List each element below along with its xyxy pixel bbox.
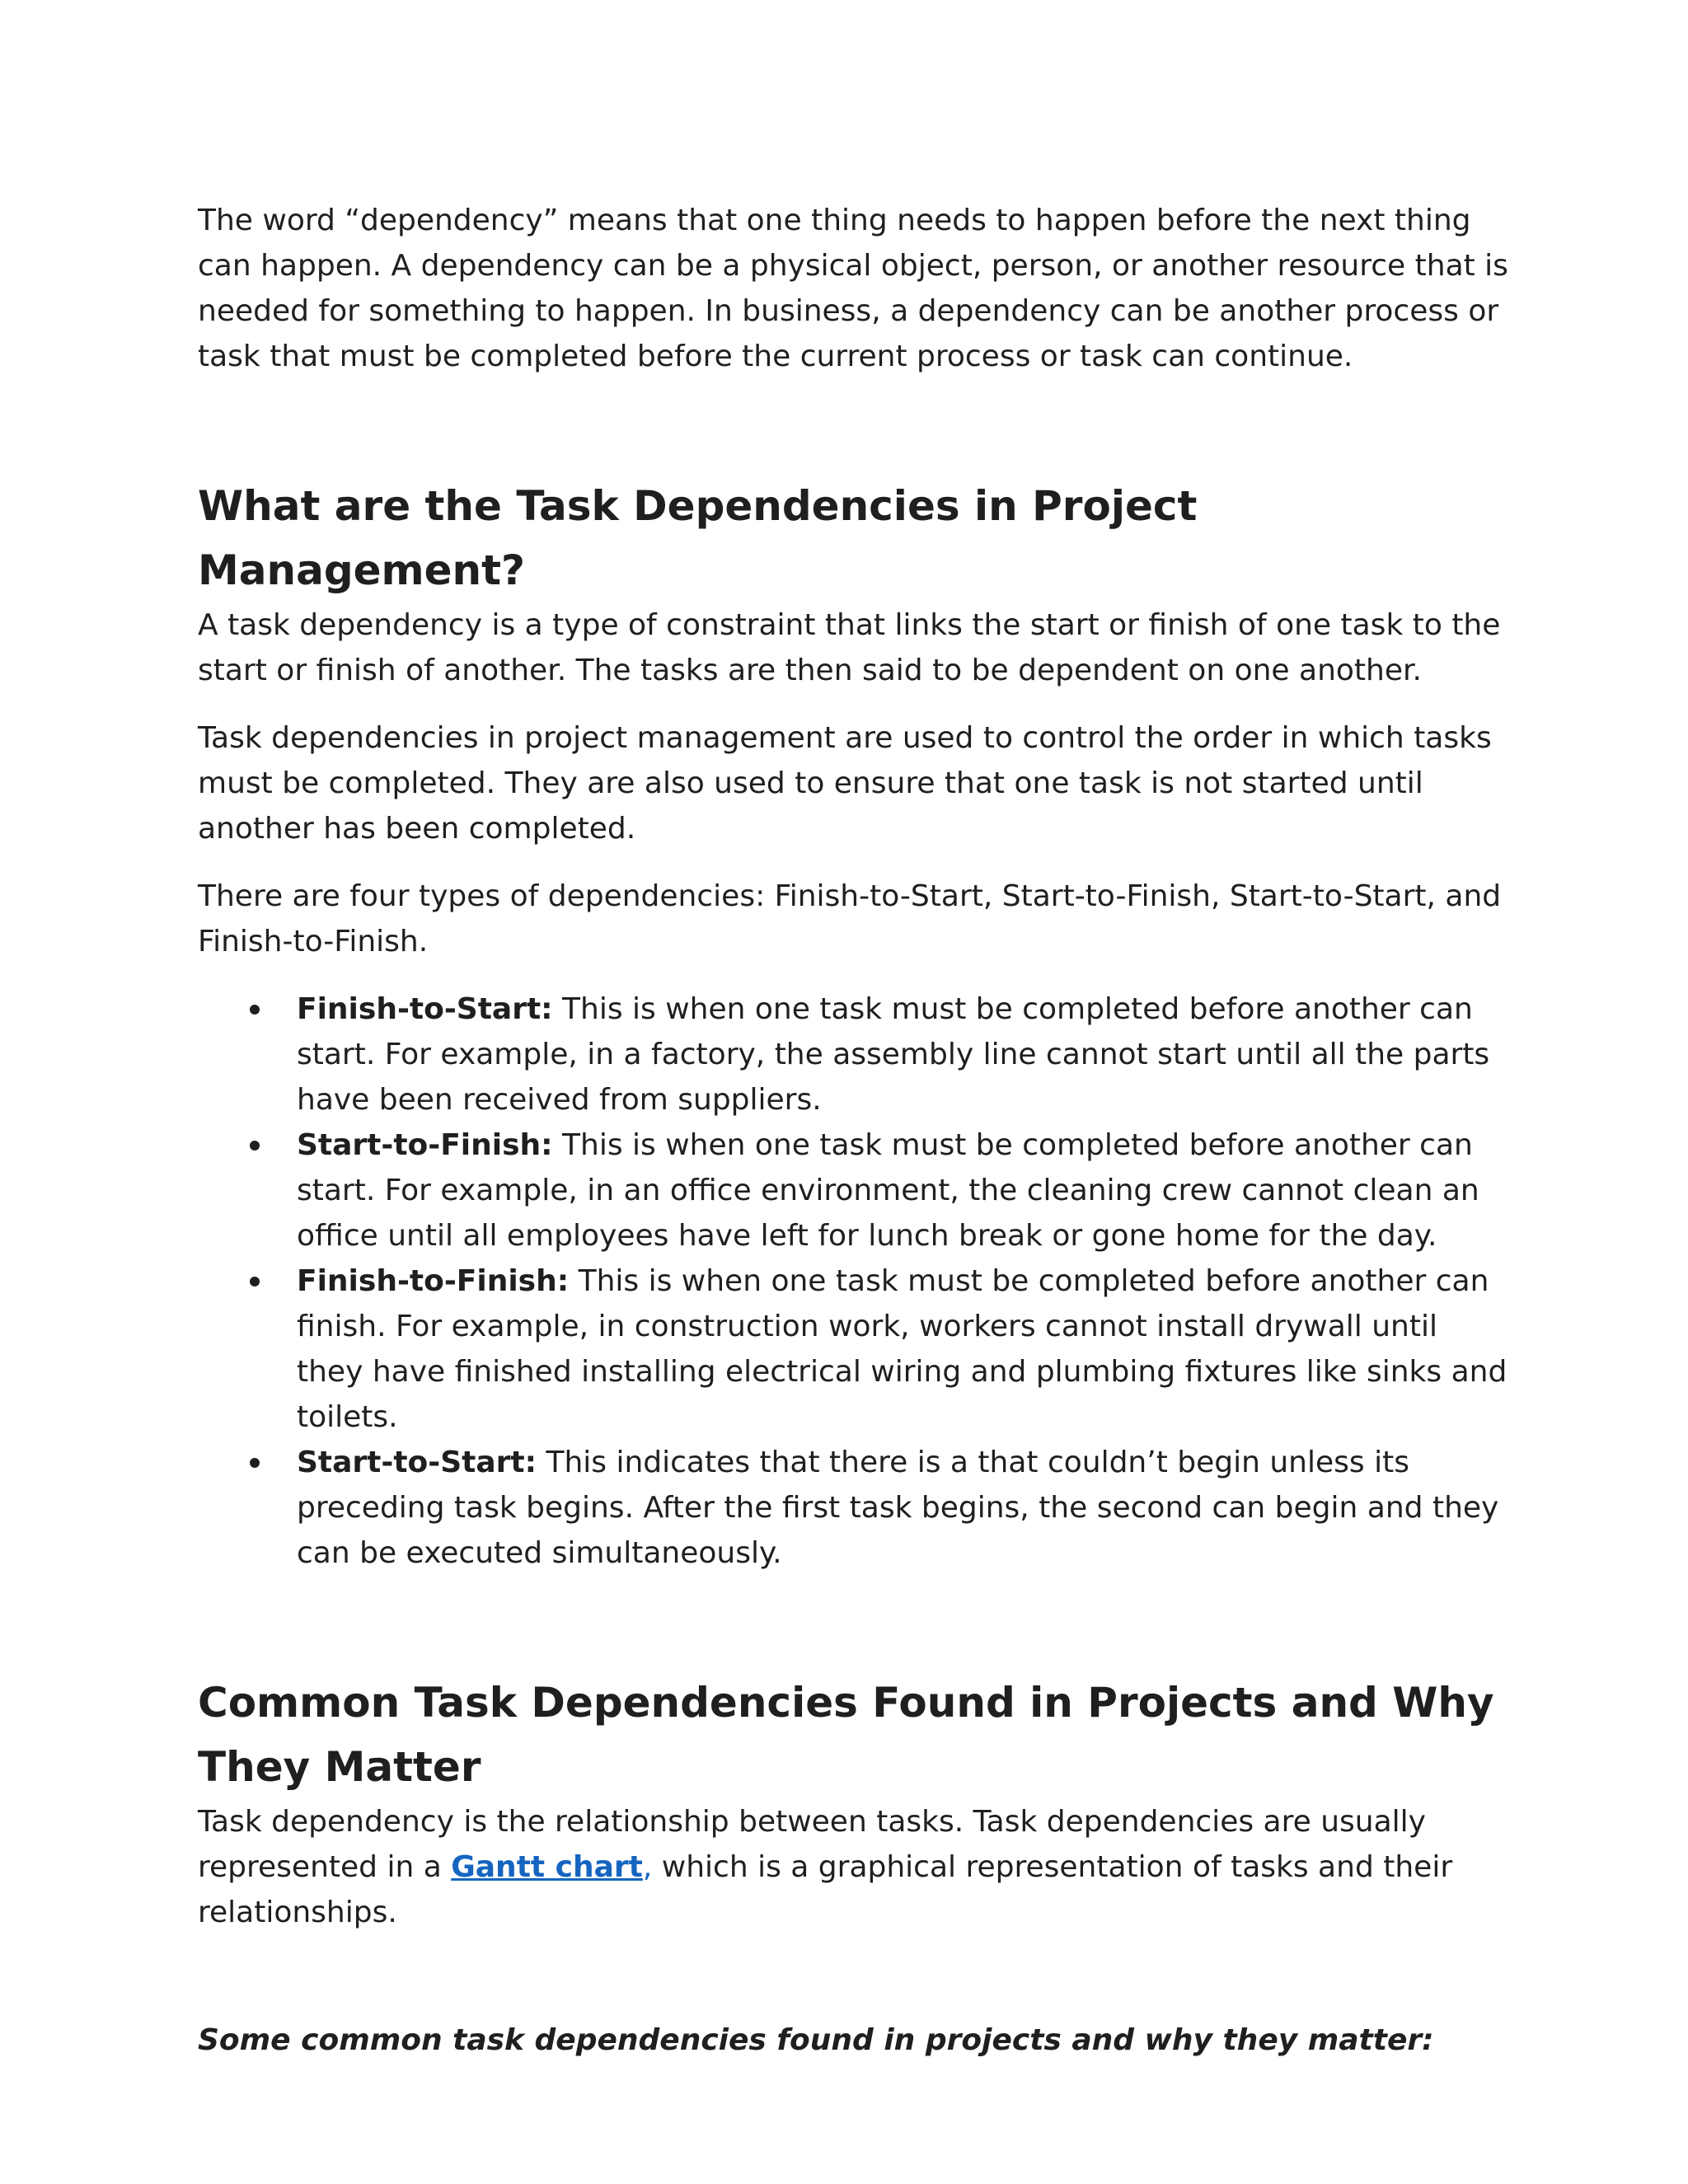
link-comma: , [642,1850,653,1884]
dependency-types-list [198,987,1508,1576]
list-item [198,987,1508,1122]
list-item-text: This is when one task must be completed before another can finish. For example, in construction work, workers cannot install drywall until they have finished installing electrical wiring and plumbing fixtures like sinks and toilets. [297,1264,1507,1434]
list-item-term: Start-to-Start: [297,1446,537,1479]
section2-paragraph [198,1799,1508,1935]
list-item-text: This indicates that there is a that couldn’t begin unless its preceding task begins. After the first task begins, the second can begin and they can be executed simultaneously. [297,1446,1499,1570]
list-item [198,1258,1508,1440]
list-item-term: Finish-to-Finish: [297,1264,570,1298]
list-item [198,1122,1508,1258]
list-item-text: This is when one task must be completed before another can start. For example, in a factory, the assembly line cannot start until all the parts have been received from suppliers. [297,992,1490,1117]
list-item-term: Finish-to-Start: [297,992,553,1026]
list-item [198,1440,1508,1576]
section1-paragraph-1: A task dependency is a type of constraint that links the start or finish of one task to the start or finish of another. The tasks are then said to be dependent on one another. [198,608,1501,687]
list-item-text: This is when one task must be completed before another can start. For example, in an office environment, the cleaning crew cannot clean an office until all employees have left for lunch break or gone home for the day. [297,1128,1479,1253]
intro-paragraph: The word “dependency” means that one thing needs to happen before the next thing can happen. A dependency can be a physical object, person, or another resource that is needed for something to happen. In business, a dependency can be another process or task that must be completed before the current process or task can continue. [198,204,1508,373]
section2-text-after-link: which is a graphical representation of tasks and their relationships. [198,1850,1453,1929]
section1-paragraph-2: Task dependencies in project management are used to control the order in which tasks must be completed. They are also used to ensure that one task is not started until another has been completed. [198,721,1492,846]
document-page [198,198,1508,2063]
section1-paragraph-3: There are four types of dependencies: Finish-to-Start, Start-to-Finish, Start-to-Start, and Finish-to-Finish. [198,879,1502,958]
section1-heading: What are the Task Dependencies in Project Management? [198,482,1198,594]
gantt-chart-link[interactable]: Gantt chart [451,1850,643,1884]
section2-text-before-link: Task dependency is the relationship between tasks. Task dependencies are usually represented in a [198,1805,1426,1884]
section2-heading: Common Task Dependencies Found in Projects and Why They Matter [198,1679,1494,1791]
closing-subheading: Some common task dependencies found in projects and why they matter: [198,2023,1434,2057]
list-item-term: Start-to-Finish: [297,1128,553,1162]
